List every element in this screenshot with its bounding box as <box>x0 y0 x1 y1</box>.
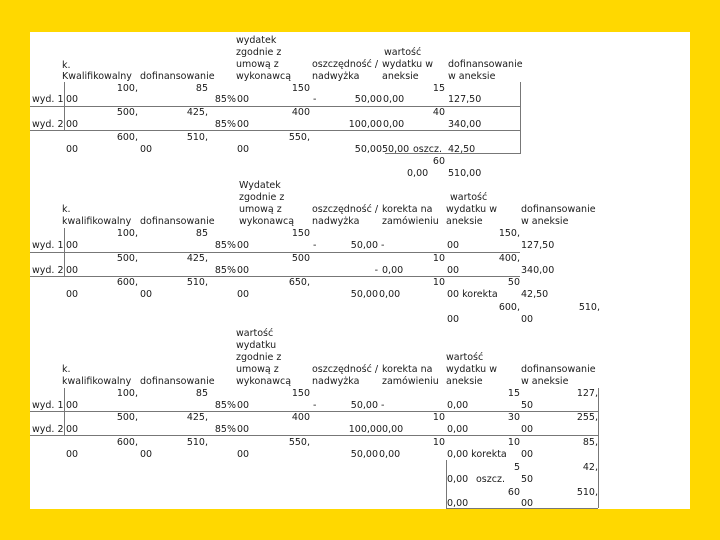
header-wydatek-line4: wykonawcą <box>239 216 295 227</box>
header-korekta-line1: korekta na <box>382 204 433 215</box>
cell-value: 400 <box>291 107 310 118</box>
cell-value: 0,00 <box>447 474 469 485</box>
cell-value: 85 <box>195 228 208 239</box>
cell-value: 00 <box>66 424 79 435</box>
cell-value: 400, <box>498 253 520 264</box>
cell-value: 0,00 <box>383 94 405 105</box>
cell-value: 10 <box>432 253 445 264</box>
cell-value: 100, <box>116 228 138 239</box>
spreadsheet-sheet <box>30 32 690 509</box>
header-nadwyzka: nadwyżka <box>312 376 360 387</box>
cell-value: 00 <box>140 289 153 300</box>
cell-value: 85% <box>214 94 236 105</box>
column-divider <box>64 82 65 130</box>
cell-value: 127, <box>576 388 598 399</box>
cell-value: 42, <box>582 462 598 473</box>
header-oszczednosc: oszczędność / <box>312 364 379 375</box>
header-wydatek-line2: zgodnie z <box>239 192 285 203</box>
cell-value: 510, <box>186 437 208 448</box>
cell-value: 0,00 <box>379 449 401 460</box>
header-wartosc-wydatku-line4: umową z <box>236 364 279 375</box>
cell-value: 150 <box>291 83 310 94</box>
cell-value: 00 <box>66 289 79 300</box>
column-divider <box>598 388 599 508</box>
row-divider <box>30 252 520 253</box>
header-dofinansowanie: dofinansowanie <box>140 376 215 387</box>
cell-value: 340,00 <box>521 265 555 276</box>
header-wartosc-wydatku-line1: wartość <box>236 328 274 339</box>
column-divider <box>520 82 521 154</box>
cell-value: 00 <box>521 449 534 460</box>
cell-value: 00 <box>66 265 79 276</box>
cell-value: 85% <box>214 240 236 251</box>
cell-value: 550, <box>288 132 310 143</box>
cell-value: 00 <box>66 144 79 155</box>
header-kwalifikowalny-line1: k. <box>62 60 71 71</box>
cell-value: 60 <box>432 156 445 167</box>
cell-value: 85% <box>214 265 236 276</box>
cell-value: 0,00 <box>447 498 469 509</box>
header-wartosc-line3: aneksie <box>446 376 483 387</box>
cell-value: 510,00 <box>448 168 482 179</box>
cell-value: 00 <box>140 144 153 155</box>
header-wydatek-line4: wykonawcą <box>236 71 292 82</box>
cell-value: 500, <box>116 253 138 264</box>
cell-value: oszcz. <box>476 474 505 485</box>
cell-value: 50,00 <box>350 449 378 460</box>
row-label-wyd-1: wyd. 1 <box>32 94 64 105</box>
header-wartosc-wydatku-line2: wydatku <box>236 340 277 351</box>
cell-value: - <box>313 94 317 105</box>
cell-value: 00 <box>66 94 79 105</box>
cell-value: 00 <box>237 144 250 155</box>
header-korekta-line2: zamówieniu <box>382 376 439 387</box>
cell-value: 0,00 <box>447 424 469 435</box>
header-kwalifikowalny-line1: k. <box>62 204 71 215</box>
header-wartosc-wydatku-line3: zgodnie z <box>236 352 282 363</box>
header-kwalifikowalny-line1: k. <box>62 364 71 375</box>
column-divider <box>64 228 65 276</box>
cell-value: 00 <box>447 240 460 251</box>
cell-value: 100, <box>116 388 138 399</box>
cell-value: 150 <box>291 228 310 239</box>
cell-value: 85% <box>214 119 236 130</box>
column-divider <box>446 460 447 508</box>
cell-value: 510, <box>186 277 208 288</box>
cell-value: 0,00 <box>382 265 404 276</box>
header-wydatek-line3: umową z <box>236 59 279 70</box>
header-dof-aneks-line2: w aneksie <box>521 216 569 227</box>
cell-value: 60 <box>507 487 520 498</box>
cell-value: 85 <box>195 83 208 94</box>
header-wydatek-line2: zgodnie z <box>236 47 282 58</box>
cell-value: 127,50 <box>448 94 482 105</box>
row-divider <box>446 508 598 509</box>
row-divider <box>30 435 598 436</box>
cell-value: 5 <box>513 462 520 473</box>
cell-value: 85, <box>582 437 598 448</box>
cell-value: 100, <box>116 83 138 94</box>
cell-value: 425, <box>186 253 208 264</box>
header-nadwyzka: nadwyżka <box>312 71 360 82</box>
cell-value: 42,50 <box>448 144 476 155</box>
cell-value: 100,00 <box>348 119 382 130</box>
row-label-wyd-2: wyd. 2 <box>32 424 64 435</box>
cell-value: 00 <box>237 240 250 251</box>
cell-value: oszcz. <box>413 144 442 155</box>
row-divider <box>30 130 520 131</box>
cell-value: 42,50 <box>521 289 549 300</box>
header-kwalifikowalny-line2: kwalifikowalny <box>62 376 132 387</box>
cell-value: 00 <box>237 449 250 460</box>
row-divider <box>385 153 520 154</box>
header-kwalifikowalny-line2: kwalifikowalny <box>62 216 132 227</box>
cell-value: - <box>374 265 378 276</box>
cell-value: 150 <box>291 388 310 399</box>
cell-value: 00 <box>447 265 460 276</box>
cell-value: 50 <box>521 400 534 411</box>
cell-value: 550, <box>288 437 310 448</box>
cell-value: 50,00 <box>350 400 378 411</box>
cell-value: 255, <box>576 412 598 423</box>
cell-value: 00 korekta <box>447 289 498 300</box>
cell-value: 0,00 <box>447 400 469 411</box>
cell-value: 50,00 <box>350 289 378 300</box>
cell-value: 00 <box>66 400 79 411</box>
cell-value: 510, <box>578 302 600 313</box>
cell-value: 30 <box>507 412 520 423</box>
header-wartosc-line1: wartość <box>450 192 488 203</box>
cell-value: 0,00 <box>407 168 429 179</box>
cell-value: 15 <box>507 388 520 399</box>
header-wydatek-line1: Wydatek <box>239 180 281 191</box>
column-divider <box>64 388 65 435</box>
header-kwalifikowalny-line2: Kwalifikowalny <box>62 71 132 82</box>
cell-value: 500, <box>116 107 138 118</box>
row-label-wyd-2: wyd. 2 <box>32 265 64 276</box>
cell-value: 00 <box>66 240 79 251</box>
cell-value: 00 <box>237 94 250 105</box>
cell-value: 100,00 <box>348 424 382 435</box>
cell-value: 00 <box>237 265 250 276</box>
row-label-wyd-1: wyd. 1 <box>32 240 64 251</box>
cell-value: 00 <box>237 424 250 435</box>
header-oszczednosc: oszczędność / <box>312 204 379 215</box>
cell-value: 00 <box>447 314 460 325</box>
header-wartosc-line1: wartość <box>446 352 484 363</box>
row-divider <box>30 106 520 107</box>
cell-value: - <box>313 240 317 251</box>
cell-value: - <box>313 400 317 411</box>
cell-value: 650, <box>288 277 310 288</box>
cell-value: 600, <box>116 132 138 143</box>
row-label-wyd-2: wyd. 2 <box>32 119 64 130</box>
cell-value: 400 <box>291 412 310 423</box>
header-wartosc-line2: wydatku w <box>446 364 497 375</box>
cell-value: 10 <box>507 437 520 448</box>
header-wartosc-line2: wydatku w <box>446 204 497 215</box>
cell-value: 127,50 <box>521 240 555 251</box>
cell-value: 0,00 <box>379 289 401 300</box>
header-wartosc-line2: wydatku w <box>382 59 433 70</box>
header-dof-aneks-line2: w aneksie <box>448 71 496 82</box>
header-dof-aneks-line1: dofinansowanie <box>521 364 596 375</box>
header-dof-aneks-line2: w aneksie <box>521 376 569 387</box>
cell-value: 425, <box>186 107 208 118</box>
cell-value: 40 <box>432 107 445 118</box>
cell-value: - <box>381 240 385 251</box>
cell-value: 00 <box>66 119 79 130</box>
header-dofinansowanie: dofinansowanie <box>140 71 215 82</box>
header-nadwyzka: nadwyżka <box>312 216 360 227</box>
cell-value: 150, <box>498 228 520 239</box>
cell-value: 00 <box>521 498 534 509</box>
cell-value: 50,00 <box>354 94 382 105</box>
header-oszczednosc: oszczędność / <box>312 59 379 70</box>
header-wartosc-line1: wartość <box>384 47 422 58</box>
cell-value: 15 <box>432 83 445 94</box>
cell-value: 500 <box>291 253 310 264</box>
cell-value: 00 <box>521 314 534 325</box>
cell-value: 600, <box>116 437 138 448</box>
cell-value: - <box>381 400 385 411</box>
cell-value: 50,00 <box>382 144 410 155</box>
cell-value: 50 <box>507 277 520 288</box>
cell-value: 10 <box>432 437 445 448</box>
header-wydatek-line3: umową z <box>239 204 282 215</box>
cell-value: 85 <box>195 388 208 399</box>
cell-value: 510, <box>576 487 598 498</box>
cell-value: 00 <box>140 449 153 460</box>
header-wartosc-wydatku-line5: wykonawcą <box>236 376 292 387</box>
header-dof-aneks-line1: dofinansowanie <box>448 59 523 70</box>
header-korekta-line2: zamówieniu <box>382 216 439 227</box>
header-wartosc-line3: aneksie <box>446 216 483 227</box>
cell-value: 50,00 <box>350 240 378 251</box>
cell-value: 510, <box>186 132 208 143</box>
cell-value: 50,00 <box>354 144 382 155</box>
cell-value: 0,00 korekta <box>447 449 507 460</box>
cell-value: 600, <box>116 277 138 288</box>
header-dofinansowanie: dofinansowanie <box>140 216 215 227</box>
cell-value: 00 <box>66 449 79 460</box>
cell-value: 0,00 <box>382 424 404 435</box>
cell-value: 00 <box>237 400 250 411</box>
cell-value: 10 <box>432 412 445 423</box>
cell-value: 0,00 <box>383 119 405 130</box>
cell-value: 00 <box>521 424 534 435</box>
cell-value: 50 <box>521 474 534 485</box>
cell-value: 85% <box>214 400 236 411</box>
cell-value: 500, <box>116 412 138 423</box>
row-label-wyd-1: wyd. 1 <box>32 400 64 411</box>
header-dof-aneks-line1: dofinansowanie <box>521 204 596 215</box>
cell-value: 85% <box>214 424 236 435</box>
cell-value: 10 <box>432 277 445 288</box>
cell-value: 600, <box>498 302 520 313</box>
cell-value: 425, <box>186 412 208 423</box>
cell-value: 340,00 <box>448 119 482 130</box>
cell-value: 00 <box>237 289 250 300</box>
row-divider <box>30 276 520 277</box>
header-wydatek-line1: wydatek <box>236 35 277 46</box>
header-wartosc-line3: aneksie <box>382 71 419 82</box>
row-divider <box>30 411 598 412</box>
header-korekta-line1: korekta na <box>382 364 433 375</box>
cell-value: 00 <box>237 119 250 130</box>
